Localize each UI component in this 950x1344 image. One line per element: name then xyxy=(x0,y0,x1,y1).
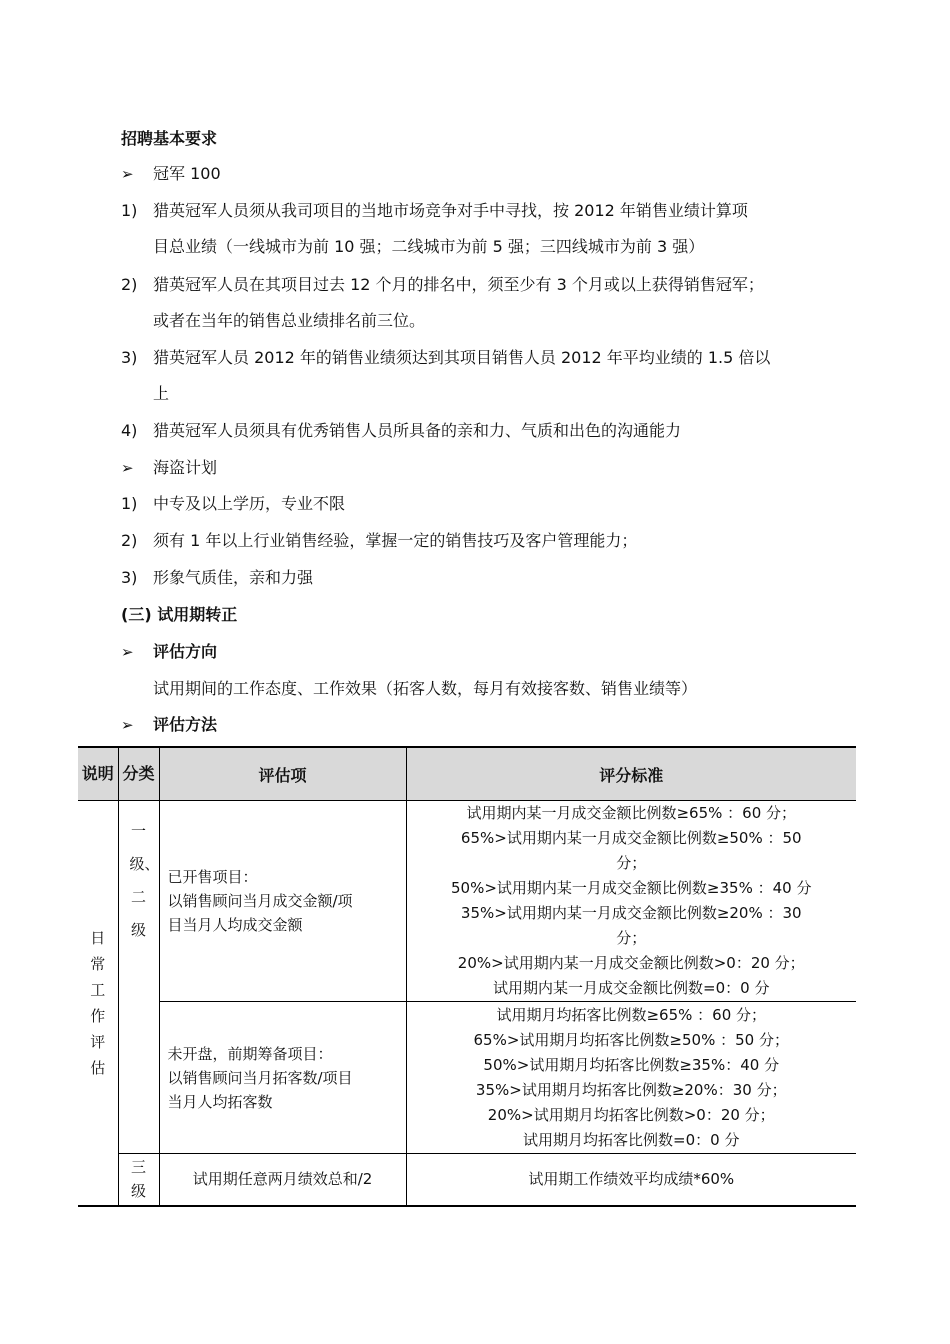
criteria-line: 50%>试用期内某一月成交金额比例数≥35% ：40 分 xyxy=(451,879,812,897)
list-text: 猎英冠军人员须从我司项目的当地市场竞争对手中寻找，按 2012 年销售业绩计算项 xyxy=(153,201,748,220)
list-number: 4) xyxy=(121,421,138,440)
criteria-line: 50%>试用期月均拓客比例数≥35%：40 分 xyxy=(483,1055,780,1074)
list-number: 1) xyxy=(121,494,138,513)
item-cell xyxy=(159,801,406,1002)
item-line: 以销售顾问当月拓客数/项目 xyxy=(167,1068,353,1087)
header-cell: 分类 xyxy=(118,747,159,801)
arrow-bullet-icon: ➢ xyxy=(121,165,134,183)
criteria-line: 试用期月均拓客比例数≥65% ：60 分； xyxy=(496,1005,767,1024)
pirate-title-row xyxy=(0,456,950,480)
table-header-row xyxy=(78,747,856,801)
criteria-cell xyxy=(406,1002,856,1154)
list-text: 或者在当年的销售总业绩排名前三位。 xyxy=(153,311,426,330)
champion-title-row xyxy=(0,162,950,186)
list-text: 形象气质佳，亲和力强 xyxy=(153,568,314,587)
eval-method-title: 评估方法 xyxy=(153,715,218,734)
table-row xyxy=(78,801,856,1002)
champion-title: 冠军 100 xyxy=(153,164,221,183)
group-label-cell xyxy=(78,801,118,1206)
header-cell: 评估项 xyxy=(159,747,406,801)
criteria-cell xyxy=(406,801,856,1002)
criteria-line: 65%>试用期月均拓客比例数≥50% ：50 分； xyxy=(473,1030,789,1049)
item-line: 当月人均拓客数 xyxy=(167,1092,273,1111)
criteria-line: 65%>试用期内某一月成交金额比例数≥50% ：50 xyxy=(460,829,802,847)
list-item xyxy=(0,529,950,553)
item-cell xyxy=(159,1002,406,1154)
class-cell xyxy=(118,801,159,1154)
list-item xyxy=(0,273,950,335)
item-line: 目当月人均成交金额 xyxy=(167,916,303,934)
list-item xyxy=(0,492,950,516)
list-text: 须有 1 年以上行业销售经验，掌握一定的销售技巧及客户管理能力； xyxy=(153,531,638,550)
criteria-line: 分； xyxy=(616,854,647,872)
table-row xyxy=(78,1002,856,1154)
eval-method-row xyxy=(0,713,950,737)
item-line: 以销售顾问当月成交金额/项 xyxy=(167,892,353,910)
list-text: 上 xyxy=(153,384,170,403)
list-item xyxy=(0,566,950,590)
criteria-line: 35%>试用期内某一月成交金额比例数≥20% ：30 xyxy=(460,904,802,922)
list-number: 1) xyxy=(121,201,138,220)
list-number: 2) xyxy=(121,275,138,294)
list-text: 猎英冠军人员在其项目过去 12 个月的排名中，须至少有 3 个月或以上获得销售冠军； xyxy=(153,275,764,294)
criteria-line: 35%>试用期月均拓客比例数≥20%：30 分； xyxy=(475,1080,787,1099)
section-title: (三) 试用期转正 xyxy=(121,605,238,624)
list-text: 目总业绩（一线城市为前 10 强；二线城市为前 5 强；三四线城市为前 3 强） xyxy=(153,237,705,256)
list-text: 猎英冠军人员须具有优秀销售人员所具备的亲和力、气质和出色的沟通能力 xyxy=(153,421,682,440)
item-cell: 试用期任意两月绩效总和/2 xyxy=(159,1154,406,1206)
eval-direction-title: 评估方向 xyxy=(153,642,218,661)
item-line: 未开盘，前期筹备项目： xyxy=(167,1044,333,1063)
item-line: 已开售项目： xyxy=(167,868,258,886)
class-cell xyxy=(118,1154,159,1206)
group-label: 日常工作评估 xyxy=(90,928,106,1077)
criteria-line: 试用期月均拓客比例数=0：0 分 xyxy=(523,1130,740,1149)
criteria-line: 试用期内某一月成交金额比例数=0：0 分 xyxy=(493,979,770,997)
list-text: 中专及以上学历，专业不限 xyxy=(153,494,346,513)
criteria-line: 试用期内某一月成交金额比例数≥65% ：60 分； xyxy=(466,804,797,822)
class-label: 一级、二级 xyxy=(129,822,160,939)
list-number: 2) xyxy=(121,531,138,550)
evaluation-table xyxy=(78,746,856,1207)
list-item xyxy=(0,199,950,261)
section-heading: 招聘基本要求 xyxy=(121,129,218,148)
arrow-bullet-icon: ➢ xyxy=(121,716,134,734)
list-text: 猎英冠军人员 2012 年的销售业绩须达到其项目销售人员 2012 年平均业绩的 1.5 倍以 xyxy=(153,348,771,367)
pirate-title: 海盗计划 xyxy=(153,458,218,477)
eval-direction-text: 试用期间的工作态度、工作效果（拓客人数，每月有效接客数、销售业绩等） xyxy=(153,679,698,698)
header-cell: 说明 xyxy=(78,747,118,801)
list-number: 3) xyxy=(121,348,138,367)
arrow-bullet-icon: ➢ xyxy=(121,459,134,477)
list-item xyxy=(0,346,950,408)
list-number: 3) xyxy=(121,568,138,587)
table-row xyxy=(78,1154,856,1206)
criteria-line: 20%>试用期月均拓客比例数>0：20 分； xyxy=(487,1105,775,1124)
criteria-cell: 试用期工作绩效平均成绩*60% xyxy=(406,1154,856,1206)
criteria-line: 20%>试用期内某一月成交金额比例数>0：20 分； xyxy=(457,954,805,972)
eval-direction-row xyxy=(0,640,950,664)
list-item xyxy=(0,419,950,443)
criteria-line: 分； xyxy=(616,929,647,947)
arrow-bullet-icon: ➢ xyxy=(121,643,134,661)
header-cell: 评分标准 xyxy=(406,747,856,801)
class-label: 三级 xyxy=(130,1158,146,1201)
